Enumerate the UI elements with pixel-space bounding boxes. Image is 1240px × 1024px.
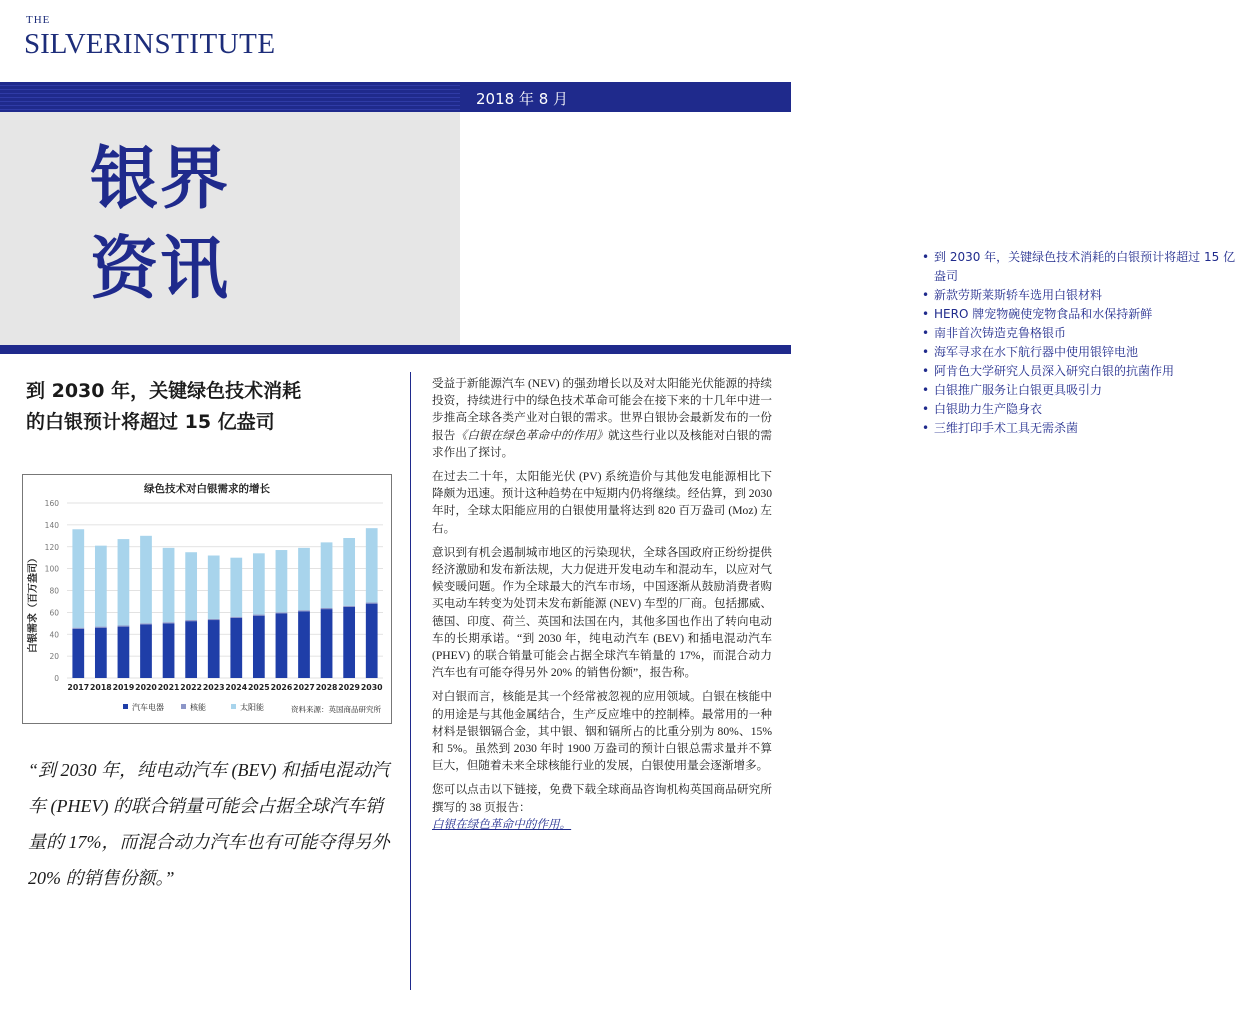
bar-segment [343,538,355,606]
silver-demand-chart [23,475,391,723]
x-tick-label: 2022 [180,683,202,692]
logo-silver: SILVER [24,28,123,60]
x-tick-label: 2026 [270,683,293,692]
masthead-title [90,135,230,315]
paragraph [432,375,772,461]
issue-date: 2018 年 8 月 [476,90,569,108]
bar-segment [321,542,333,608]
bar-segment [163,622,175,623]
paragraph: 意识到有机会遏制城市地区的污染现状，全球各国政府正纷纷提供经济激励和发布新法规，大力促进开发电动车和混动车，以应对气候变暖问题。作为全球最大的汽车市场，中国逐渐从鼓励消费者购买电动车转变为处罚未发布新能源 (NEV) 车型的厂商。包括挪威、德国、印度、荷兰、英国和法国在内，其他多国也作出了转向电动车的长期承诺。“到 2030 年，纯电动汽车 (BEV) 和插电混动汽车 (PHEV) 的联合销量可能会占据全球汽车销量的 17%，而混合动力汽车也有可能夺得另外 20% 的销售份额”，报告称。 [432,545,772,680]
x-tick-label: 2021 [157,683,180,692]
masthead-bottom-band [0,345,791,354]
contents-item[interactable]: • 海军寻求在水下航行器中使用银锌电池 [920,343,1240,362]
x-tick-label: 2018 [90,683,112,692]
bar-segment [208,620,220,678]
column-divider [410,372,411,990]
bar-segment [253,615,265,616]
contents-item[interactable]: • 三维打印手术工具无需杀菌 [920,419,1240,438]
contents-item[interactable]: • 阿肯色大学研究人员深入研究白银的抗菌作用 [920,362,1240,381]
bar-segment [163,623,175,678]
chart-title: 绿色技术对白银需求的增长 [144,483,270,495]
chart-frame [22,474,392,724]
x-tick-label: 2024 [225,683,248,692]
bar-segment [72,629,84,678]
bar-segment [298,548,310,610]
legend-swatch [231,704,236,709]
legend-label: 核能 [190,703,206,712]
bar-segment [95,628,107,678]
bar-segment [253,553,265,614]
report-title: 《白银在绿色革命中的作用》 [455,428,608,442]
x-tick-label: 2017 [67,683,90,692]
bar-segment [72,529,84,627]
bar-segment [140,623,152,624]
bar-segment [185,621,197,678]
bar-segment [230,618,242,678]
report-link[interactable]: 白银在绿色革命中的作用。 [432,817,572,831]
bar-segment [72,628,84,629]
contents-item[interactable]: • 南非首次铸造克鲁格银币 [920,324,1240,343]
article-body [432,375,772,840]
legend-label: 汽车电器 [132,703,164,712]
paragraph-text: 您可以点击以下链接，免费下载全球商品咨询机构英国商品研究所撰写的 38 页报告： [432,783,772,814]
contents-item[interactable]: • 新款劳斯莱斯轿车选用白银材料 [920,286,1240,305]
bar-segment [366,604,378,678]
contents-list [920,248,1240,438]
bar-segment [253,616,265,678]
contents-item[interactable]: • HERO 牌宠物碗使宠物食品和水保持新鲜 [920,305,1240,324]
bar-segment [276,613,288,678]
y-axis-label: 白银需求（百万盎司） [28,553,39,653]
y-tick-label: 160 [44,499,59,508]
bar-segment [118,626,130,627]
x-tick-label: 2020 [135,683,157,692]
article-headline-line2: 的白银预计将超过 15 亿盎司 [26,411,275,433]
logo-institute: INSTITUTE [122,28,276,60]
contents-item[interactable]: • 白银推广服务让白银更具吸引力 [920,381,1240,400]
bar-segment [118,539,130,625]
bar-segment [366,603,378,604]
chart-source: 资料来源：英国商品研究所 [291,705,381,714]
y-tick-label: 80 [49,586,59,596]
x-tick-label: 2019 [112,683,135,692]
article-headline [26,376,396,438]
bar-segment [208,556,220,619]
bar-segment [118,627,130,678]
contents-item[interactable]: • 白银助力生产隐身衣 [920,400,1240,419]
x-tick-label: 2029 [338,683,360,692]
bar-segment [185,552,197,620]
masthead-title-line1: 银界 [90,140,231,219]
y-tick-label: 120 [44,542,59,552]
bar-segment [163,548,175,622]
bar-segment [95,627,107,628]
y-tick-label: 0 [54,674,59,683]
bar-segment [321,609,333,678]
logo [24,28,276,61]
x-tick-label: 2028 [315,683,338,692]
paragraph-text: 就这些行业以及核能对白银的需求作出了探讨。 [432,428,772,459]
bar-segment [208,619,220,620]
x-tick-label: 2023 [202,683,225,692]
bar-segment [366,528,378,602]
y-tick-label: 40 [49,630,59,640]
paragraph: 对白银而言，核能是其一个经常被忽视的应用领域。白银在核能中的用途是与其他金属结合，生产反应堆中的控制棒。最常用的一种材料是银铟镉合金，其中银、铟和镉所占的比重分别为 80%、15% 和 5%。虽然到 2030 年时 1900 万盎司的预计白银总需求量并不算巨大，但随着未来全球核能行业的发展，白银使用量会逐渐增多。 [432,690,772,773]
legend-swatch [181,704,186,709]
bar-segment [140,536,152,624]
y-tick-label: 20 [49,652,59,662]
pull-quote: “到 2030 年，纯电动汽车 (BEV) 和插电混动汽车 (PHEV) 的联合销量可能会占据全球汽车销量的 17%，而混合动力汽车也有可能夺得另外 20% 的销售份额。” [28,760,390,888]
paragraph-text: 受益于新能源汽车 (NEV) 的强劲增长以及对太阳能光伏能源的持续投资，持续进行中的绿色技术革命可能会在接下来的十几年中进一步推高全球各类产业对白银的需求。世界白银协会最新发布的一份报告 [432,377,772,442]
bar-segment [276,550,288,612]
article-headline-line1: 到 2030 年，关键绿色技术消耗 [26,380,302,402]
x-tick-label: 2030 [360,683,383,692]
y-tick-label: 60 [49,608,59,618]
paragraph: 在过去二十年，太阳能光伏 (PV) 系统造价与其他发电能源相比下降颇为迅速。预计这种趋势在中短期内仍将继续。经估算，到 2030 年时，全球太阳能应用的白银使用量将达到 820 百万盎司 (Moz) 左右。 [432,470,772,535]
bar-segment [343,607,355,678]
legend-label: 太阳能 [240,703,264,712]
bar-segment [95,546,107,627]
bar-segment [230,617,242,618]
x-tick-label: 2025 [248,683,270,692]
logo-the: THE [26,14,51,26]
contents-item[interactable]: • 到 2030 年，关键绿色技术消耗的白银预计将超过 15 亿盎司 [920,248,1240,286]
bar-segment [298,611,310,678]
bar-segment [343,606,355,607]
paragraph [432,781,772,833]
bar-segment [230,558,242,617]
bar-segment [276,612,288,613]
header-band-stripes [0,82,460,112]
y-tick-label: 100 [44,564,59,574]
bar-segment [298,610,310,611]
y-tick-label: 140 [44,520,59,530]
masthead-title-line2: 资讯 [90,230,231,309]
legend-swatch [123,704,128,709]
bar-segment [140,624,152,678]
bar-segment [321,608,333,609]
bar-segment [185,620,197,621]
x-tick-label: 2027 [293,683,315,692]
